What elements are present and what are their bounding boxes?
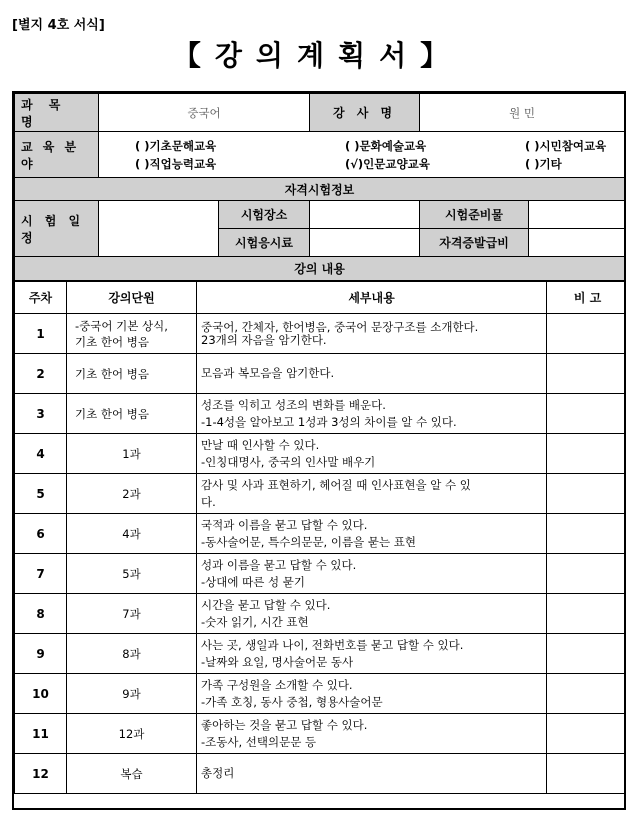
lecture-note <box>547 314 627 354</box>
exam-supplies-label: 시험준비물 <box>420 201 529 229</box>
cert-issue-fee-label: 자격증발급비 <box>420 229 529 257</box>
lecture-detail-line: -1-4성을 알아보고 1성과 3성의 차이를 알 수 있다. <box>201 414 457 429</box>
lecture-detail <box>197 314 547 354</box>
lecture-unit <box>67 394 197 434</box>
page-title: 【강의계획서】 <box>172 39 463 72</box>
lecture-row <box>15 434 627 474</box>
lecture-content-table <box>14 281 626 794</box>
lecture-note <box>547 594 627 634</box>
lecture-detail-line: 중국어, 간체자, 한어병음, 중국어 문장구조를 소개한다. <box>201 319 479 334</box>
week-number: 9 <box>15 634 67 674</box>
subject-value: 중국어 <box>99 94 310 132</box>
lecture-note <box>547 714 627 754</box>
lecture-unit <box>67 354 197 394</box>
lecture-detail <box>197 474 547 514</box>
lecture-detail-line: 모음과 복모음을 암기한다. <box>201 366 335 380</box>
lecture-note <box>547 674 627 714</box>
lecture-row <box>15 714 627 754</box>
content-section-title: 강의 내용 <box>15 257 625 281</box>
cert-section-title: 자격시험정보 <box>15 178 625 201</box>
lecture-row <box>15 314 627 354</box>
exam-place-value <box>310 201 420 229</box>
lecture-unit-line: 9과 <box>122 686 141 701</box>
lecture-detail <box>197 394 547 434</box>
week-number: 10 <box>15 674 67 714</box>
week-number: 5 <box>15 474 67 514</box>
lecture-unit-line: 복습 <box>120 766 143 781</box>
lecture-detail <box>197 714 547 754</box>
option-job-skills: ( )직업능력교육 <box>135 156 217 171</box>
lecture-detail <box>197 634 547 674</box>
exam-supplies-value <box>529 201 625 229</box>
lecture-unit <box>67 714 197 754</box>
lecture-unit <box>67 594 197 634</box>
lecture-detail-line: -숫자 읽기, 시간 표현 <box>201 614 309 629</box>
exam-place-label: 시험장소 <box>219 201 310 229</box>
lecture-note <box>547 394 627 434</box>
lecture-note <box>547 634 627 674</box>
lecture-detail-line: -조동사, 선택의문문 등 <box>201 734 317 749</box>
lecture-detail-line: 감사 및 사과 표현하기, 헤어질 때 인사표현을 알 수 있 <box>201 477 471 492</box>
lecture-unit-line: 8과 <box>122 646 141 661</box>
option-culture-arts: ( )문화예술교육 <box>345 138 427 153</box>
lecture-unit <box>67 554 197 594</box>
lecture-unit <box>67 514 197 554</box>
lecture-detail-line: 만날 때 인사할 수 있다. <box>201 437 320 452</box>
lecture-row <box>15 554 627 594</box>
week-number: 8 <box>15 594 67 634</box>
lecture-detail-line: 성과 이름을 묻고 답할 수 있다. <box>201 557 357 572</box>
lecture-unit-line: 기초 한어 병음 <box>75 406 149 421</box>
lecture-note <box>547 554 627 594</box>
education-field-options <box>99 132 625 178</box>
week-header: 주차 <box>15 282 67 314</box>
lecture-unit-line: 1과 <box>122 446 141 461</box>
lecture-detail <box>197 674 547 714</box>
lecture-detail-line: 가족 구성원을 소개할 수 있다. <box>201 677 353 692</box>
lecture-row <box>15 754 627 794</box>
week-number: 12 <box>15 754 67 794</box>
lecture-unit <box>67 314 197 354</box>
lecture-detail-line: 23개의 자음을 암기한다. <box>201 332 327 347</box>
exam-fee-label: 시험응시료 <box>219 229 310 257</box>
lecture-detail-line: 총정리 <box>201 766 235 780</box>
option-basic-literacy: ( )기초문해교육 <box>135 138 217 153</box>
lecture-detail-line: -가족 호칭, 동사 중첩, 형용사술어문 <box>201 694 383 709</box>
lecture-detail-line: 다. <box>201 494 216 509</box>
lecture-row <box>15 514 627 554</box>
lecture-unit-line: 7과 <box>122 606 141 621</box>
lecture-detail <box>197 514 547 554</box>
lecture-unit <box>67 634 197 674</box>
lecture-note <box>547 354 627 394</box>
lecture-unit-line: 기초 한어 병음 <box>75 366 149 381</box>
lecture-detail <box>197 434 547 474</box>
week-number: 6 <box>15 514 67 554</box>
lecture-detail <box>197 554 547 594</box>
lecture-note <box>547 754 627 794</box>
week-number: 7 <box>15 554 67 594</box>
header-table <box>14 93 625 281</box>
lecture-unit-line: 4과 <box>122 526 141 541</box>
lecture-row <box>15 594 627 634</box>
week-number: 4 <box>15 434 67 474</box>
week-number: 3 <box>15 394 67 434</box>
lecture-unit-line: 5과 <box>122 566 141 581</box>
lecture-detail <box>197 354 547 394</box>
lecture-unit <box>67 674 197 714</box>
option-civic-participation: ( )시민참여교육 <box>525 138 607 153</box>
option-other: ( )기타 <box>525 156 562 171</box>
lecture-detail-line: -날짜와 요일, 명사술어문 동사 <box>201 654 354 669</box>
lecture-unit-line: -중국어 기본 상식, <box>75 318 168 333</box>
lecture-unit <box>67 474 197 514</box>
subject-label: 과 목 명 <box>15 94 99 132</box>
lecture-unit <box>67 754 197 794</box>
instructor-value: 원 민 <box>420 94 625 132</box>
lecture-row <box>15 634 627 674</box>
lecture-row <box>15 674 627 714</box>
lecture-row <box>15 474 627 514</box>
form-number-label: [별지 4호 서식] <box>12 18 105 33</box>
lecture-row <box>15 394 627 434</box>
lecture-detail-line: 좋아하는 것을 묻고 답할 수 있다. <box>201 717 368 732</box>
instructor-label: 강 사 명 <box>310 94 420 132</box>
week-number: 2 <box>15 354 67 394</box>
lecture-unit-line: 2과 <box>122 486 141 501</box>
exam-date-value <box>99 201 219 257</box>
exam-fee-value <box>310 229 420 257</box>
lecture-detail-line: -동사술어문, 특수의문문, 이름을 묻는 표현 <box>201 534 416 549</box>
lecture-row <box>15 354 627 394</box>
lecture-detail-line: -상대에 따른 성 묻기 <box>201 574 305 589</box>
lecture-detail-line: 사는 곳, 생일과 나이, 전화번호를 묻고 답할 수 있다. <box>201 637 464 652</box>
lecture-note <box>547 514 627 554</box>
note-header: 비 고 <box>547 282 627 314</box>
lecture-unit <box>67 434 197 474</box>
cert-issue-fee-value <box>529 229 625 257</box>
week-number: 11 <box>15 714 67 754</box>
lecture-detail <box>197 754 547 794</box>
lecture-note <box>547 434 627 474</box>
lecture-detail-line: 시간을 묻고 답할 수 있다. <box>201 597 331 612</box>
lecture-unit-line: 12과 <box>118 726 145 741</box>
unit-header: 강의단원 <box>67 282 197 314</box>
lecture-detail-line: 성조를 익히고 성조의 변화를 배운다. <box>201 397 386 412</box>
lecture-unit-line: 기초 한어 병음 <box>75 334 149 349</box>
lecture-plan-form <box>12 91 626 810</box>
exam-date-label: 시 험 일 정 <box>15 201 99 257</box>
education-field-label: 교 육 분 야 <box>15 132 99 178</box>
week-number: 1 <box>15 314 67 354</box>
lecture-detail-line: -인칭대명사, 중국의 인사말 배우기 <box>201 454 376 469</box>
option-humanities: (√)인문교양교육 <box>345 156 430 171</box>
lecture-detail <box>197 594 547 634</box>
detail-header: 세부내용 <box>197 282 547 314</box>
lecture-note <box>547 474 627 514</box>
lecture-detail-line: 국적과 이름을 묻고 답할 수 있다. <box>201 517 368 532</box>
